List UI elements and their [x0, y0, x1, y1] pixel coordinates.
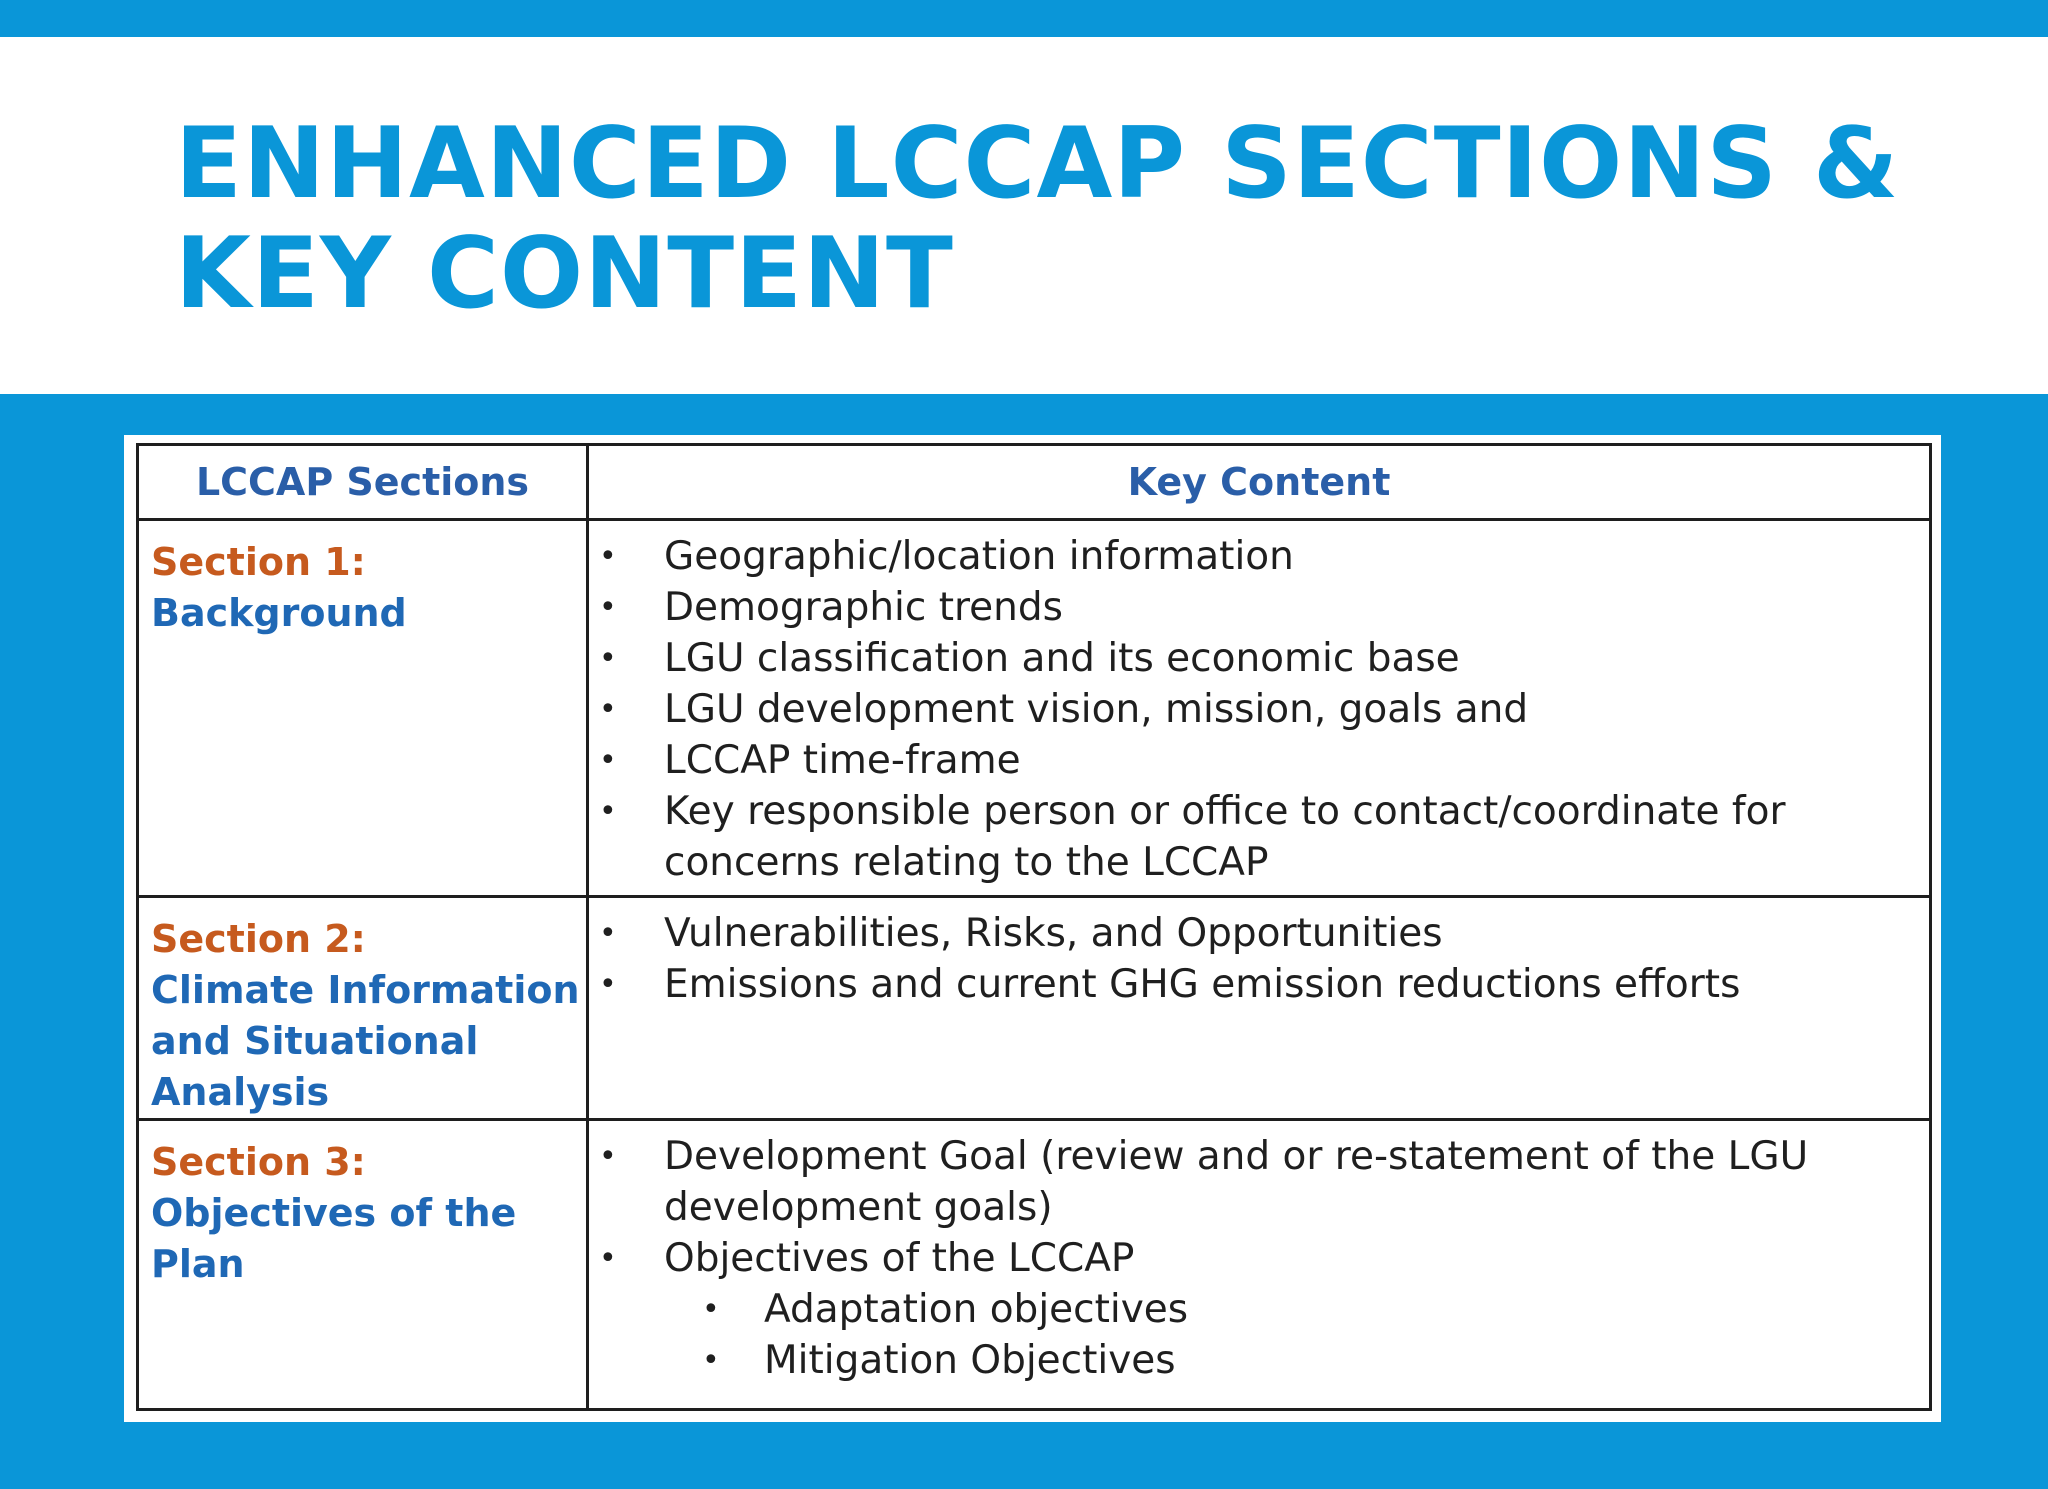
section-cell — [138, 897, 588, 1120]
key-content-cell — [588, 520, 1931, 897]
section-label: Section 1: — [151, 540, 366, 584]
list-item: • LGU development vision, mission, goals and — [589, 684, 1929, 735]
table-row — [138, 520, 1931, 897]
list-item: • Key responsible person or office to contact/coordinate for concerns relating to the LCCAP — [589, 786, 1929, 888]
section-name: Climate Information and Situational Analysis — [151, 968, 580, 1114]
list-item: • Vulnerabilities, Risks, and Opportunities — [589, 908, 1929, 959]
header-lccap-sections: LCCAP Sections — [138, 445, 588, 520]
section-name: Background — [151, 591, 407, 635]
section-name: Objectives of the Plan — [151, 1191, 517, 1286]
title-area — [0, 37, 2048, 394]
list-item: • Geographic/location information — [589, 531, 1929, 582]
top-accent-bar — [0, 0, 2048, 37]
table-image — [124, 435, 1941, 1422]
list-item: • Demographic trends — [589, 582, 1929, 633]
table-row — [138, 1120, 1931, 1410]
sub-list-item: • Adaptation objectives — [664, 1284, 1909, 1335]
section-cell — [138, 1120, 588, 1410]
slide-title — [175, 109, 1975, 329]
table-row — [138, 897, 1931, 1120]
key-content-cell — [588, 897, 1931, 1120]
list-item: • Emissions and current GHG emission reductions efforts — [589, 959, 1929, 1010]
list-item-text: Objectives of the LCCAP — [664, 1236, 1135, 1281]
section-label: Section 2: — [151, 917, 366, 961]
slide-title-line-2: KEY CONTENT — [175, 217, 954, 331]
slide-title-line-1: ENHANCED LCCAP SECTIONS & — [175, 107, 1900, 221]
list-item: • Development Goal (review and or re-statement of the LGU development goals) — [589, 1131, 1929, 1233]
list-item — [589, 1233, 1929, 1386]
header-key-content: Key Content — [588, 445, 1931, 520]
lccap-table — [136, 443, 1932, 1411]
sub-list-item: • Mitigation Objectives — [664, 1335, 1909, 1386]
sub-bullet-list — [664, 1284, 1909, 1386]
bullet-list — [589, 908, 1929, 1010]
table-header-row — [138, 445, 1931, 520]
key-content-cell — [588, 1120, 1931, 1410]
list-item: • LGU classification and its economic base — [589, 633, 1929, 684]
bullet-list — [589, 531, 1929, 888]
list-item: • LCCAP time-frame — [589, 735, 1929, 786]
section-cell — [138, 520, 588, 897]
section-label: Section 3: — [151, 1140, 366, 1184]
bullet-list — [589, 1131, 1929, 1386]
